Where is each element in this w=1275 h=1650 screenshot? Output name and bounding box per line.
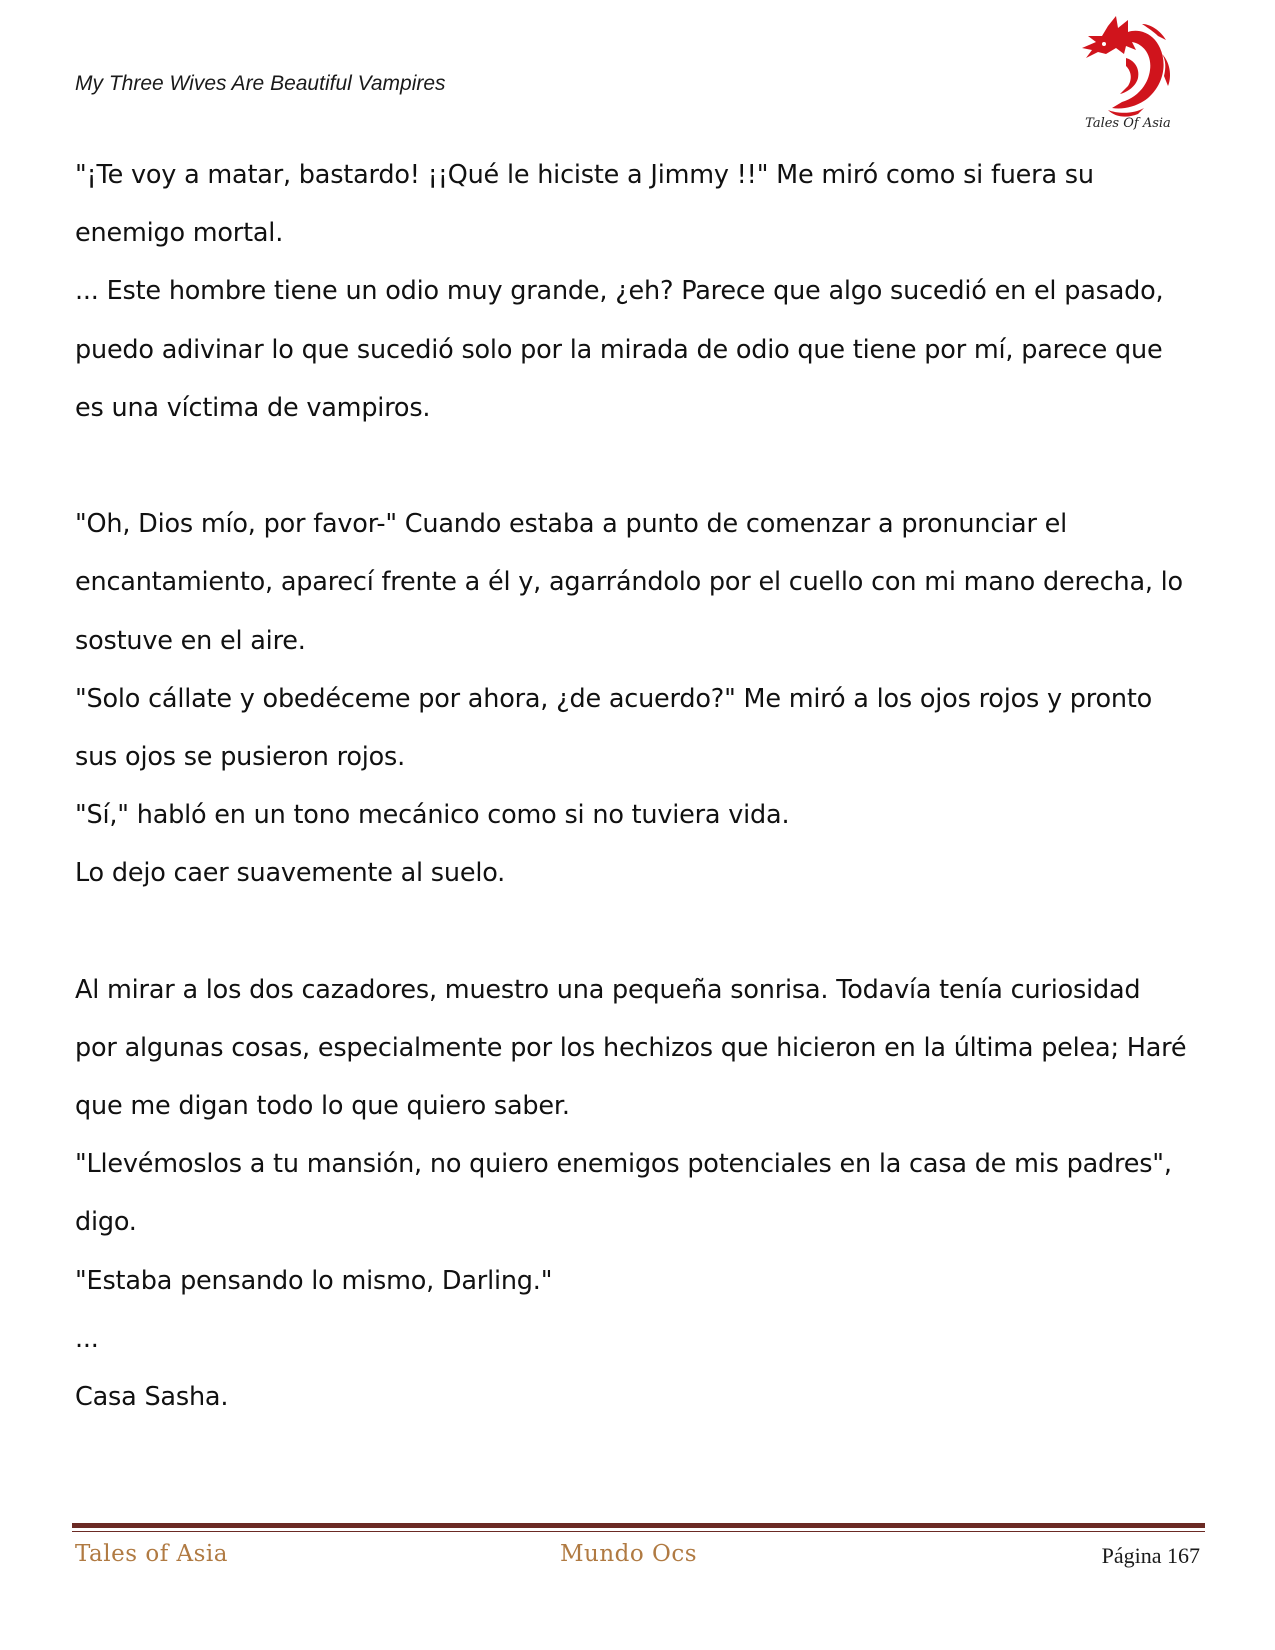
paragraph-gap [75, 437, 1210, 495]
text-line: por algunas cosas, especialmente por los hechizos que hicieron en la última pelea; Haré [75, 1032, 1187, 1063]
text-line: "¡Te voy a matar, bastardo! ¡¡Qué le hiciste a Jimmy !!" Me miró como si fuera su [75, 160, 1094, 190]
text-line: Al mirar a los dos cazadores, muestro una pequeña sonrisa. Todavía tenía curiosidad [75, 974, 1141, 1005]
footer-divider-thin [72, 1531, 1205, 1532]
footer-divider [72, 1523, 1205, 1528]
text-line: sostuve en el aire. [75, 625, 306, 656]
text-line: sus ojos se pusieron rojos. [75, 741, 405, 772]
text-line: ... Este hombre tiene un odio muy grande, ¿eh? Parece que algo sucedió en el pasado, [75, 276, 1164, 307]
text-line: ... [75, 1323, 99, 1354]
text-line: encantamiento, aparecí frente a él y, agarrándolo por el cuello con mi mano derecha, lo [75, 567, 1183, 598]
body-text [75, 146, 1210, 1426]
text-line: enemigo mortal. [75, 218, 284, 249]
text-line: "Sí," habló en un tono mecánico como si no tuviera vida. [75, 800, 790, 831]
book-title: My Three Wives Are Beautiful Vampires [75, 72, 446, 95]
publisher-logo [1078, 14, 1178, 138]
text-line: "Oh, Dios mío, por favor-" Cuando estaba a punto de comenzar a pronunciar el [75, 509, 1068, 540]
text-line: "Solo cállate y obedéceme por ahora, ¿de acuerdo?" Me miró a los ojos rojos y pronto [75, 683, 1153, 714]
text-line: puedo adivinar lo que sucedió solo por la mirada de odio que tiene por mí, parece que [75, 334, 1163, 365]
page-number: Página 167 [1101, 1543, 1200, 1568]
text-line: "Estaba pensando lo mismo, Darling." [75, 1265, 553, 1296]
text-line: Casa Sasha. [75, 1381, 229, 1412]
logo-caption: Tales Of Asia [1085, 116, 1171, 131]
text-line: "Llevémoslos a tu mansión, no quiero enemigos potenciales en la casa de mis padres", [75, 1149, 1172, 1180]
footer-site: Mundo Ocs [560, 1541, 698, 1567]
text-line: que me digan todo lo que quiero saber. [75, 1091, 570, 1121]
paragraph-gap [75, 902, 1210, 960]
text-line: Lo dejo caer suavemente al suelo. [75, 858, 506, 889]
text-line: es una víctima de vampiros. [75, 392, 431, 423]
text-line: digo. [75, 1207, 137, 1238]
footer-publisher: Tales of Asia [75, 1541, 229, 1567]
red-dragon-logo-icon [1078, 14, 1178, 118]
